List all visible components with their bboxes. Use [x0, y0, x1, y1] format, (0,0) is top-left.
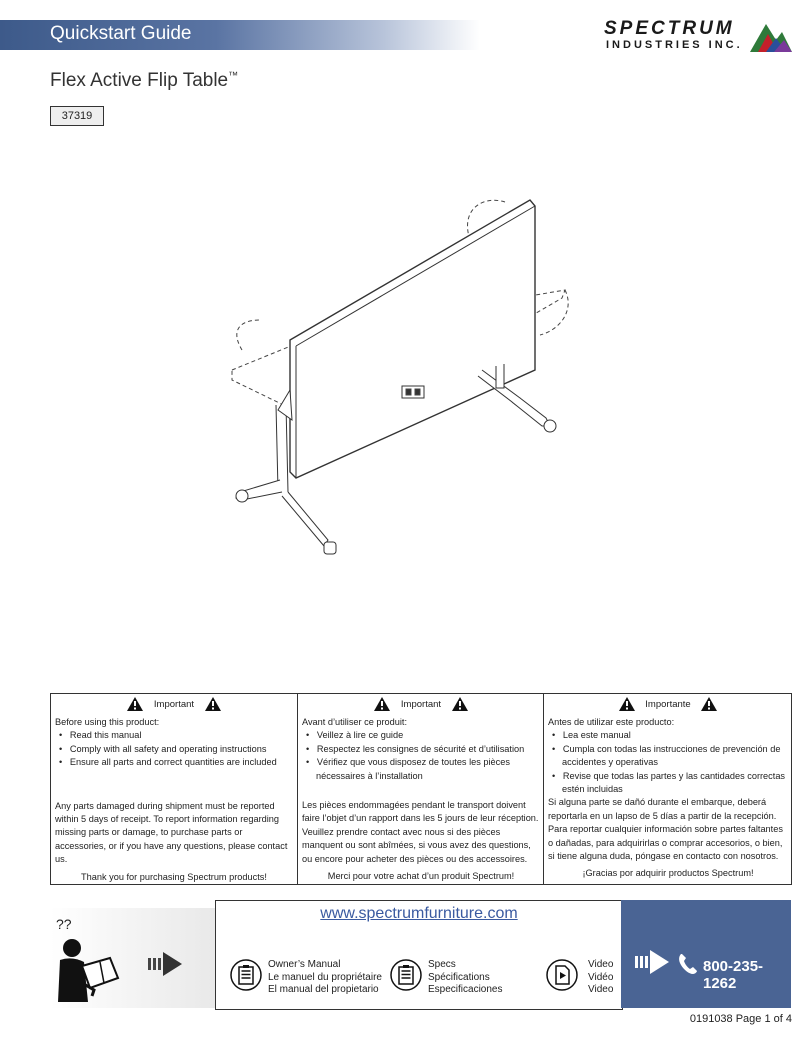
notice-bullet: • Cumpla con todas las instrucciones de prevención de accidentes y operativas: [552, 743, 781, 768]
logo-subtitle: INDUSTRIES INC.: [606, 39, 743, 51]
warning-icon: [205, 697, 221, 711]
warning-icon: [619, 697, 635, 711]
notice-bullet: • Read this manual: [59, 730, 142, 741]
play-file-icon: [546, 959, 578, 991]
resource-line: Video: [588, 959, 614, 970]
question-marks: ??: [56, 916, 72, 932]
document-list-icon: [230, 959, 262, 991]
phone-icon: [677, 952, 699, 976]
resources-box: [215, 900, 623, 1010]
table-illustration: [220, 180, 580, 570]
arrow-right-icon: [148, 948, 184, 980]
banner-title: Quickstart Guide: [50, 23, 192, 44]
logo-wordmark: SPECTRUM: [604, 18, 735, 39]
arrow-right-icon: [635, 946, 671, 978]
resource-line: Owner’s Manual: [268, 959, 341, 970]
notice-paragraph: Les pièces endommagées pendant le transport doivent faire l’objet d’un rapport dans les 5 jours de leur réception. Veuillez prendre contact avec nous si des pièces manquent ou sont abîmées, si vous avez des questions, ou encore pour acheter des pièces ou des accessoires.: [302, 800, 539, 864]
notice-heading-text: Important: [400, 699, 442, 710]
notice-heading-text: Importante: [645, 699, 691, 710]
warning-icon: [374, 697, 390, 711]
header-banner: [0, 20, 480, 50]
warning-icon: [127, 697, 143, 711]
spectrum-logo: [604, 18, 794, 56]
resource-line: El manual del propietario: [268, 984, 379, 995]
notice-heading: [51, 694, 297, 716]
notice-heading: [544, 694, 792, 716]
resource-owners-manual[interactable]: [268, 959, 382, 997]
notice-paragraph: Si alguna parte se dañó durante el embarque, deberá reportarla en un lapso de 5 días a partir de la recepción. Para reportar cualquier información sobre partes faltantes o dañadas, para adquirirlas o comprar accesorios, o bien, si tiene alguna duda, póngase en contacto con nosotros.: [548, 797, 783, 862]
notice-intro: Before using this product:: [55, 717, 160, 727]
website-link[interactable]: www.spectrumfurniture.com: [320, 905, 518, 922]
document-list-icon: [390, 959, 422, 991]
resource-video[interactable]: [588, 959, 613, 997]
resource-line: Spécifications: [428, 971, 490, 983]
notice-spanish: [543, 694, 792, 884]
part-number-badge: 37319: [50, 106, 104, 126]
warning-icon: [701, 697, 717, 711]
resource-line: Especificaciones: [428, 984, 503, 995]
resource-line: Video: [588, 984, 614, 995]
phone-panel: [621, 900, 791, 1008]
notice-bullet: • Comply with all safety and operating instructions: [59, 743, 267, 754]
notice-intro: Avant d’utiliser ce produit:: [302, 717, 408, 727]
notice-bullet: • Vérifiez que vous disposez de toutes les pièces nécessaires à l’installation: [306, 757, 510, 781]
notice-heading: [298, 694, 544, 716]
notice-heading-text: Important: [153, 699, 195, 710]
notice-bullet: • Respectez les consignes de sécurité et d’utilisation: [306, 743, 525, 754]
notice-intro: Antes de utilizar este producto:: [548, 717, 675, 727]
resource-line: Specs: [428, 959, 456, 970]
notice-bullet: • Lea este manual: [552, 730, 631, 741]
important-notice-box: [50, 693, 792, 885]
notice-english: [51, 694, 297, 884]
logo-mountain-icon: [746, 20, 794, 54]
resource-line: Le manuel du propriétaire: [268, 971, 382, 983]
product-title: [50, 70, 238, 92]
phone-number[interactable]: 800-235-1262: [703, 958, 764, 992]
resource-line: Vidéo: [588, 971, 614, 983]
resource-specs[interactable]: [428, 959, 502, 997]
page-footer: 0191038 Page 1 of 4: [689, 1013, 792, 1025]
warning-icon: [452, 697, 468, 711]
trademark-symbol: ™: [228, 70, 239, 82]
notice-thanks: ¡Gracias por adquirir productos Spectrum!: [582, 868, 754, 879]
notice-bullet: • Ensure all parts and correct quantities are included: [59, 757, 277, 768]
product-title-text: Flex Active Flip Table: [50, 70, 229, 91]
notice-bullet: • Revise que todas las partes y las cantidades correctas estén incluidas: [552, 770, 786, 795]
person-reading-manual-icon: [54, 936, 124, 1002]
notice-bullet: • Veillez à lire ce guide: [306, 730, 404, 741]
notice-thanks: Thank you for purchasing Spectrum products!: [81, 871, 267, 882]
notice-thanks: Merci pour votre achat d’un produit Spectrum!: [327, 871, 515, 882]
notice-french: [297, 694, 544, 884]
notice-paragraph: Any parts damaged during shipment must be reported within 5 days of receipt. To report information regarding missing parts or damage, to purchase parts or accessories, or if you have any questions, please contact us.: [55, 800, 288, 865]
